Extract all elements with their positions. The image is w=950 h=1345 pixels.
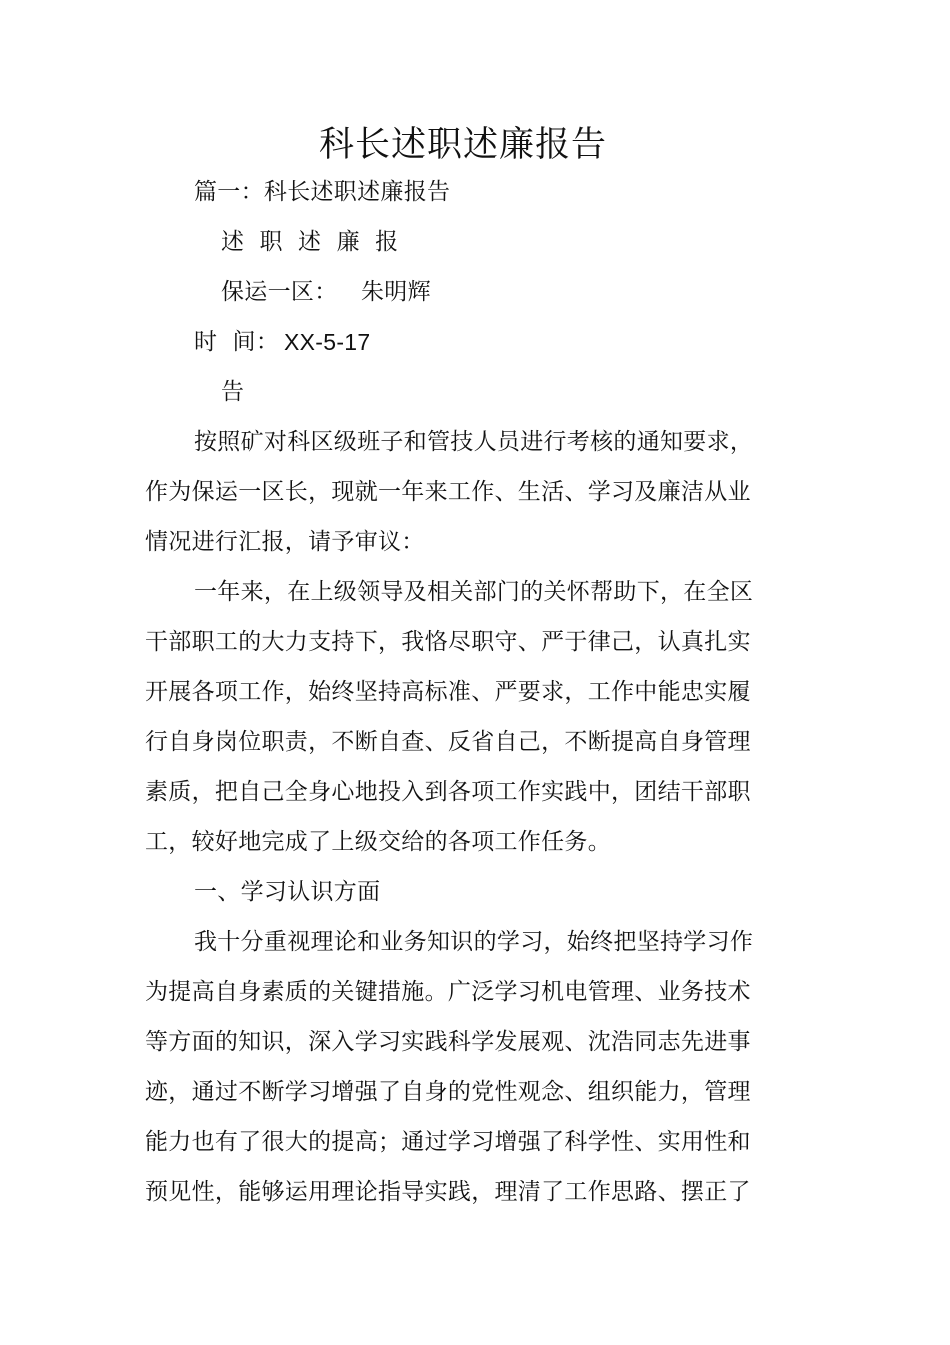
body-line: 按照矿对科区级班子和管技人员进行考核的通知要求， <box>194 429 754 455</box>
body-line: 干部职工的大力支持下，我恪尽职守、严于律己，认真扎实 <box>145 629 751 655</box>
body-line: 一年来，在上级领导及相关部门的关怀帮助下，在全区 <box>194 579 754 605</box>
body-line: 行自身岗位职责，不断自查、反省自己，不断提高自身管理 <box>145 729 751 755</box>
body-line: 我十分重视理论和业务知识的学习，始终把坚持学习作 <box>194 929 754 955</box>
body-line: 预见性，能够运用理论指导实践，理清了工作思路、摆正了 <box>145 1179 751 1205</box>
author-name: 朱明辉 <box>361 279 431 305</box>
body-line: 开展各项工作，始终坚持高标准、严要求，工作中能忠实履 <box>145 679 751 705</box>
body-line: 为提高自身素质的关键措施。广泛学习机电管理、业务技术 <box>145 979 751 1005</box>
report-heading: 述 职 述 廉 报 <box>221 229 399 255</box>
time-label: 时 间： <box>194 329 280 355</box>
time-value: XX-5-17 <box>284 329 371 355</box>
unit-label: 保运一区： <box>221 279 338 305</box>
gao-char: 告 <box>221 379 245 405</box>
body-line: 工，较好地完成了上级交给的各项工作任务。 <box>145 829 611 855</box>
body-line: 迹，通过不断学习增强了自身的党性观念、组织能力，管理 <box>145 1079 751 1105</box>
section-heading: 一、学习认识方面 <box>194 879 381 905</box>
body-line: 作为保运一区长，现就一年来工作、生活、学习及廉洁从业 <box>145 479 751 505</box>
part-line: 篇一：科长述职述廉报告 <box>194 179 451 205</box>
document-title: 科长述职述廉报告 <box>318 125 607 165</box>
body-line: 能力也有了很大的提高；通过学习增强了科学性、实用性和 <box>145 1129 751 1155</box>
body-line: 等方面的知识，深入学习实践科学发展观、沈浩同志先进事 <box>145 1029 751 1055</box>
body-line: 素质，把自己全身心地投入到各项工作实践中，团结干部职 <box>145 779 751 805</box>
body-line: 情况进行汇报，请予审议： <box>145 529 425 555</box>
